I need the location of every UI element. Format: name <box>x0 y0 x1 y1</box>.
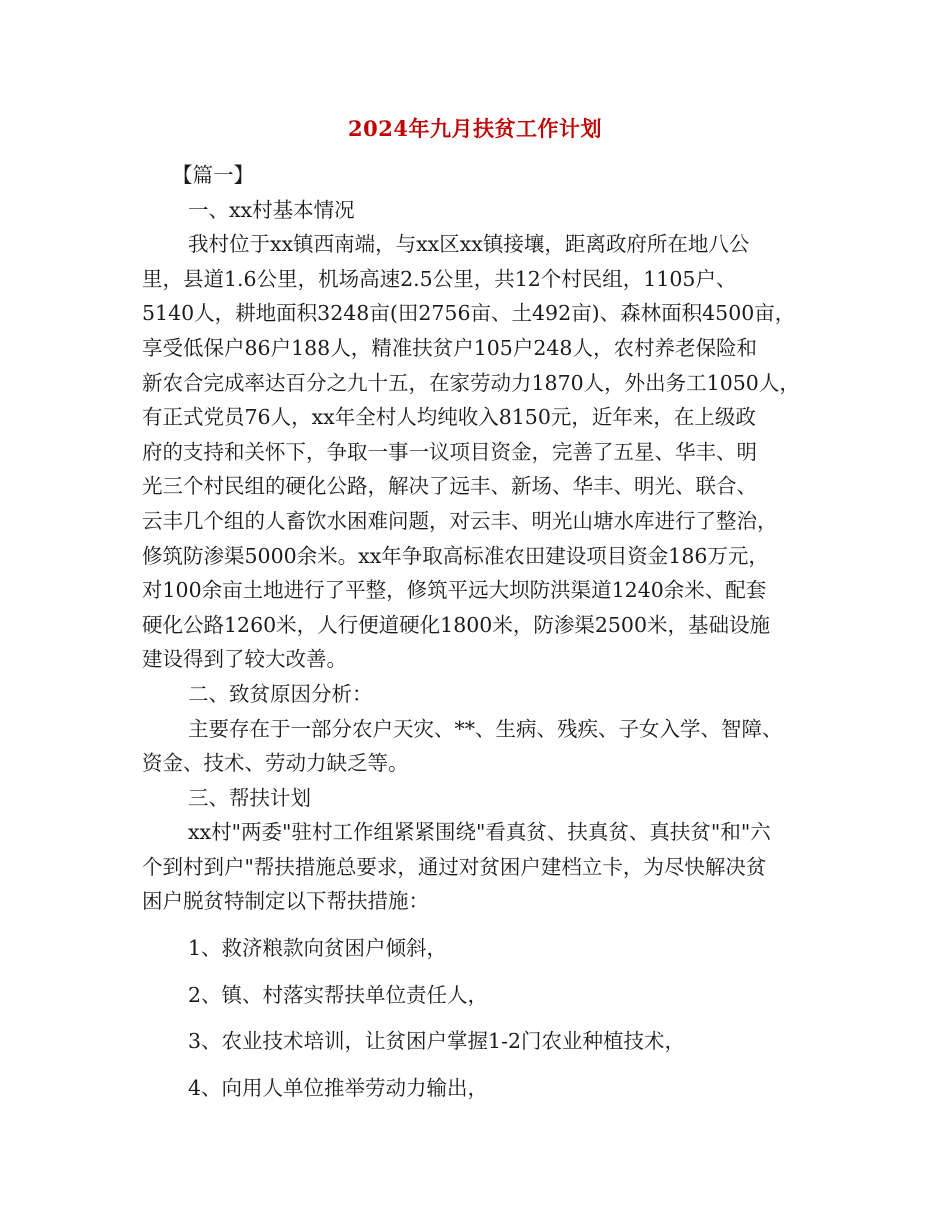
measure-item: 2、镇、村落实帮扶单位责任人， <box>188 982 489 1007</box>
measure-item: 3、农业技术培训，让贫困户掌握1-2门农业种植技术， <box>188 1029 686 1054</box>
measure-item: 4、向用人单位推举劳动力输出， <box>188 1075 489 1100</box>
paragraph-line: 光三个村民组的硬化公路，解决了远丰、新场、华丰、明光、联合、 <box>142 474 757 499</box>
measure-item: 1、救济粮款向贫困户倾斜， <box>188 936 448 961</box>
paragraph-line: 新农合完成率达百分之九十五，在家劳动力1870人，外出务工1050人， <box>142 370 800 395</box>
paragraph-line: 主要存在于一部分农户天灾、**、生病、残疾、子女入学、智障、 <box>188 716 783 741</box>
paragraph-line: 个到村到户"帮扶措施总要求，通过对贫困户建档立卡，为尽快解决贫 <box>142 854 767 879</box>
document-title: 2024年九月扶贫工作计划 <box>348 116 602 141</box>
heading-assistance-plan: 三、帮扶计划 <box>188 785 311 810</box>
paragraph-line: 里，县道1.6公里，机场高速2.5公里，共12个村民组，1105户、 <box>142 266 737 291</box>
paragraph-line: 云丰几个组的人畜饮水困难问题，对云丰、明光山塘水库进行了整治， <box>142 508 778 533</box>
paragraph-line: xx村"两委"驻村工作组紧紧围绕"看真贫、扶真贫、真扶贫"和"六 <box>188 820 771 845</box>
paragraph-line: 建设得到了较大改善。 <box>142 647 347 672</box>
document-body <box>142 158 824 1105</box>
paragraph-line: 5140人，耕地面积3248亩(田2756亩、土492亩)、森林面积4500亩， <box>142 301 796 326</box>
paragraph-line: 我村位于xx镇西南端，与xx区xx镇接壤，距离政府所在地八公 <box>188 232 750 257</box>
paragraph-line: 有正式党员76人，xx年全村人均纯收入8150元，近年来，在上级政 <box>142 405 756 430</box>
heading-basic-info: 一、xx村基本情况 <box>188 197 355 222</box>
paragraph-line: 修筑防渗渠5000余米。xx年争取高标准农田建设项目资金186万元， <box>142 543 769 568</box>
paragraph-line: 硬化公路1260米，人行便道硬化1800米，防渗渠2500米，基础设施 <box>142 612 771 637</box>
section-marker: 【篇一】 <box>172 163 254 187</box>
heading-poverty-causes: 二、致贫原因分析： <box>188 681 373 706</box>
paragraph-line: 资金、技术、劳动力缺乏等。 <box>142 751 409 776</box>
paragraph-line: 府的支持和关怀下，争取一事一议项目资金，完善了五星、华丰、明 <box>142 439 757 464</box>
paragraph-line: 困户脱贫特制定以下帮扶措施： <box>142 889 429 914</box>
paragraph-line: 对100余亩土地进行了平整，修筑平远大坝防洪渠道1240余米、配套 <box>142 578 767 603</box>
paragraph-line: 享受低保户86户188人，精准扶贫户105户248人，农村养老保险和 <box>142 335 757 360</box>
